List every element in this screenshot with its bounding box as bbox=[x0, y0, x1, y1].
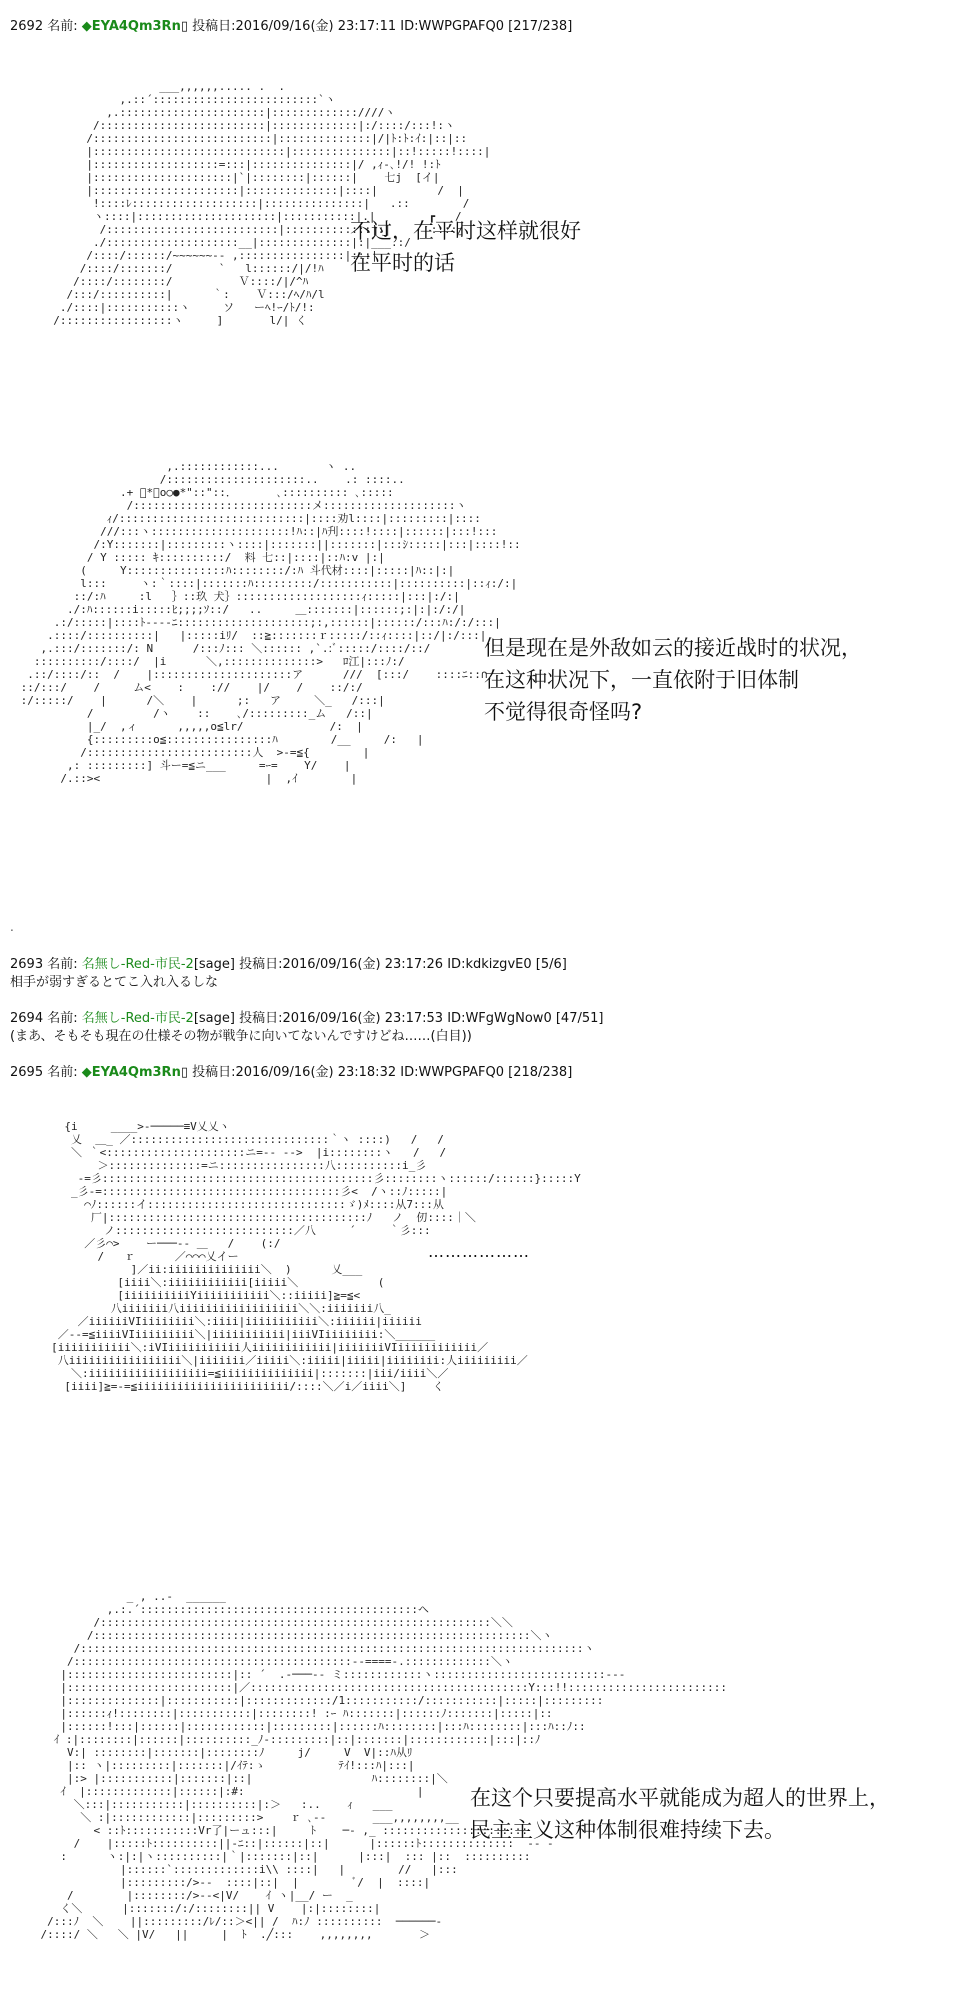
post-number: 2694 bbox=[10, 1011, 44, 1026]
post-date: 2016/09/16(金) 23:17:26 bbox=[282, 957, 444, 972]
post-number: 2693 bbox=[10, 957, 44, 972]
post-number: 2695 bbox=[10, 1065, 44, 1080]
poster-name[interactable]: 名無し-Red-市民-2 bbox=[81, 957, 194, 972]
post-count: [217/238] bbox=[508, 19, 573, 34]
name-label: 名前: bbox=[47, 957, 78, 972]
name-label: 名前: bbox=[47, 19, 78, 34]
date-label: 投稿日: bbox=[239, 1011, 283, 1026]
poster-mail[interactable]: [sage] bbox=[193, 1011, 235, 1026]
poster-id[interactable]: ID:kdkizgvE0 bbox=[447, 957, 532, 972]
poster-name[interactable]: 名無し-Red-市民-2 bbox=[81, 1011, 194, 1026]
post-header-2694 bbox=[10, 1010, 603, 1028]
ascii-art-figure-4: _ , ..- ______ ,.:.´::::::::::::::::::::::::::::::::::::::::::ヘ /:::::::::::::::::::::::::::::::::::::::::::::::::::::::::::＼＼ /::::::::::::::::::::::::::::::::::::::::::::::::::::::::::::::::::＼ヽ /::::::::::::::::::::::::::::::::::::::::::::::::::::::::::::::::::::::::::::ヽ /::::::::::::::::::::::::::::::::::::::::::--====-.:::::::::::::＼ヽ |:::::::::::::::::::::::::|:: ´ .-───-- ミ::::::::::::ヽ::::::::::::::::::::::::::--- |:::::::::::::::::::::::::|／::::::::::::::::::::::::::::::::::::::::::Y:::!!:::::::::::::::::::::::: |::::::::::::::|:::::::::::|:::::::::::::/1:::::::::::/:::::::::::|:::::|::::::::: |::::::ｨ!::::::::|:::::::::::|::::::::! :ｰ ﾊ:::::::|::::::ﾉ:::::::|:::::|:: |::::::!:::|::::::|::::::::::::|:::::::::|::::::ﾊ::::::::|:::ﾊ::::::::|:::ﾊ::ﾉ:: ｲ :|::::::::|::::::|::::::::::_ﾉ-:::::::::|::|:::::::|::::::::::::|:::|::ﾉ V:| ::::::::|:::::::|::::::::ﾉ j/ V V|::ﾊ从ﾘ |:: ヽ|:::::::::|:::::::|/ｲﾃ:ゝ ﾃｲ!:::ﾊ|:::| |:> |:::::::::::|:::::::|::| ﾊ::::::::|＼ ｲ |:::::::::::::|::::::|:#: | ＼:::|:::::::::::|::::::::::|:＞ :.. ｨ ___ ＼ :|::::::::::::|:::::::::> ｒ ､-- ___,,,,,,,,__ < ::ﾄ:::::::::::Vr了|ーュ:::| ﾄ ─- ,_ :::::::::::::::::::::: / |:::::ﾄ::::::::::||‐ﾆ::|::::::|::| |::::::ﾄ:::::::::::::: -- - : ヽ:|:|ヽ::::::::::|｀|:::::::|::| |:::| ::: |:: :::::::::: |::::::`:::::::::::::i\\ ::::| | // |::: |:::::::::/>-- ::::|::| | ﾞ/ | ::::| / |::::::::/>--<|V/ ｲ ヽ|__/ ー _ く＼ |:::::::/:/::::::::|| V |:|::::::::| /:::ﾉ ＼ ||:::::::::/ﾚ/::＞<|| / ﾊ:ﾉ :::::::::: ──────- /::::/ ＼ ＼ |V/ || | ﾄ .╱::: ,,,,,,,, ＞ bbox=[40, 1590, 727, 1941]
post-date: 2016/09/16(金) 23:18:32 bbox=[235, 1065, 397, 1080]
dialogue-line: 在这种状况下，一直依附于旧体制 bbox=[484, 668, 799, 692]
post-count: [47/51] bbox=[555, 1011, 604, 1026]
box-glyph-icon: ▯ bbox=[180, 1065, 188, 1080]
poster-id[interactable]: ID:WWPGPAFQ0 bbox=[400, 1065, 504, 1080]
ascii-art-figure-2: ,.::::::::::::... ヽ .. /:::::::::::::::::::::.. .: ::::.. .+ ﾟ*｡o○●*"::"::． ､:::::::::: ､::::: /:::::::::::::::::::::::::::メ::::::::::::::::::::ヽ ｨ/::::::::::::::::::::::::::::|::::劝l::::|:::::::::|:::: ///:::ヽ:::::::::::::::::::::!ﾊ::|ﾊ刋::::!::::|::::::|:::!::: /:Y:::::::|:::::::::ヽ::::|:::::::||:::::::|:::ｼ:::::|:::|::::!:: / Y ::::: ｷ::::::::::/ 料 七::|::::|::ﾊ:v |:| ( Y:::::::::::::::ﾊ::::::::/:ﾊ 斗代材::::|:::::|ﾊ::|:| l::: ヽ:｀::::|:::::::ﾊ:::::::::/:::::::::::|::::::::::|::ｨ:/:| ::/:ﾊ :l ｝::玖 犬｝:::::::::::::::::::ｨ:::::|:::|:/:| ./:ﾊ::::::i:::::ﾋ;;;;ｿ::/ .. ＿:::::::|::::::;:|:|:/:/| .:/:::::|::::ﾄ----ﾆ::::::::::::::::::::;:,::::::|::::::/:::ﾊ:/:/:::| .::::/::::::::::| |:::::iﾘ/ ::≧:::::::ｒ:::::/::ｨ::::|::/|:/:::| ,.:::/:::::::/: N /:::ﾉ::: ＼:::::: ,`.:ﾞ:::::/::::/::/ ::::::::::/::::/ |i ＼,::::::::::::::> ﾛ江|:::ﾉ:/ .::/::::/:: / |:::::::::::::::::::::ア /// [:::/ ::::ﾆ::∩ ::/:::/ / ム< : :// |/ / ::/:/ :/:::::/ | /＼ | ;: ア ＼_ /:::| / /ヽ :: ､/:::::::::_ム /::| |_/ ,ィ ,,,,,o≦lr/ /: | {:::::::::o≦::::::::::::::::ﾊ /__ /: | /:::::::::::::::::::::::::人 >-=≦{ | ,: :::::::::] 斗ー=≦ニ___ =ｰ= Y/ | /.::>< | ,ｲ | bbox=[20, 460, 521, 785]
post-date: 2016/09/16(金) 23:17:11 bbox=[235, 19, 397, 34]
post-body-2694: (まあ、そもそも現在の仕様その物が戦争に向いてないんですけどね……(白目)) bbox=[10, 1029, 472, 1044]
post-header-2693 bbox=[10, 956, 567, 974]
date-label: 投稿日: bbox=[192, 1065, 236, 1080]
post-body-2693: 相手が弱すぎるとてこ入れ入るしな bbox=[10, 975, 219, 990]
dialogue-3: ……………… bbox=[428, 1242, 530, 1261]
box-glyph-icon: ▯ bbox=[180, 19, 188, 34]
dialogue-line: 民主主义这种体制很难持续下去。 bbox=[470, 1818, 785, 1842]
ascii-art-figure-1: ___,,,,,,..... . . ,.::´:::::::::::::::::::::::::`ヽ ,.::::::::::::::::::::::|:::::::::::::////ヽ /:::::::::::::::::::::::::|:::::::::::::|:/::::/:::!:ヽ /:::::::::::::::::::::::::::|::::::::::::::|/|ﾄ:ﾄ:ｲ:|::|:: |:::::::::::::::::::::::::::::|:::::::::::::::|::!:::::!::::| |:::::::::::::::::::=:::|:::::::::::::::|/ ,ｨ-､!/! !:ﾄ |:::::::::::::::::::::|`|::::::::|::::::| 七j [イ| |::::::::::::::::::::::|::::::::::::::|::::| / | !::::ﾚ:::::::::::::::::::|:::::::::::::::| .:: / ヽ::::|:::::::::::::::::::::|:::::::::::|.| ┏ / /::::::::::::::::::::::::::|:::::::::::::|:| ::::/ ./::::::::::::::::::::__|::::::::::::::|:|___.:/ /::::/::::::/~~~~~~-- ,::::::::::::::::|:::| /::::/:::::::/ ` l::::::/|/!ﾊ /::::/::::::::/ Ｖ::::/|/^ﾊ /:::/::::::::::| ｀: Ｖ:::/ﾍ/ﾊ/l ./::::|:::::::::::ヽ ソ ーﾍ!ｰ/ﾄ/!: /:::::::::::::::::ヽ ] l/| く bbox=[53, 80, 491, 327]
dialogue-1 bbox=[350, 215, 581, 279]
dialogue-line: 在平时的话 bbox=[350, 251, 455, 275]
post-date: 2016/09/16(金) 23:17:53 bbox=[282, 1011, 444, 1026]
post-count: [5/6] bbox=[535, 957, 567, 972]
dialogue-4 bbox=[470, 1782, 890, 1846]
dialogue-line: 但是现在是外敌如云的接近战时的状况， bbox=[484, 636, 862, 660]
post-header-2692 bbox=[10, 18, 572, 36]
post-number: 2692 bbox=[10, 19, 44, 34]
date-label: 投稿日: bbox=[192, 19, 236, 34]
poster-mail[interactable]: [sage] bbox=[193, 957, 235, 972]
name-label: 名前: bbox=[47, 1011, 78, 1026]
dialogue-2 bbox=[484, 632, 862, 728]
post-header-2695 bbox=[10, 1064, 572, 1082]
post-end-marker: . bbox=[10, 920, 14, 934]
dialogue-line: 不觉得很奇怪吗? bbox=[484, 700, 643, 724]
tripcode[interactable]: ◆EYA4Qm3Rn bbox=[81, 1065, 181, 1080]
name-label: 名前: bbox=[47, 1065, 78, 1080]
post-count: [218/238] bbox=[508, 1065, 573, 1080]
ascii-art-figure-3: {i ____>-─────≡V乂乂ヽ 乂 ＿_ ／::::::::::::::::::::::::::::::｀ヽ ::::) / / ＼ ｀<:::::::::::::::::::::ニ=-- --> |i::::::::ヽ / / ＞::::::::::::::=ニ::::::::::::::::八::::::::::i_彡 -=彡:::::::::::::::::::::::::::::::::::::::::彡::::::::ヽ::::::/::::::}:::::Y _彡-=::::::::::::::::::::::::::::::::::::彡< /ヽ::ﾉ:::::| ⌒ﾉ::::::イ::::::::::::::::::::::::::::::ゞ)ﾒ::::从7:::从 厂|:::::::::::::::::::::::::::::::::::::::ﾉ ノ 仞::::｜＼ ノ:::::::::::::::::::::::::::／八 ´ ｀彡::: ／彡⌒> ー───-- ＿ / (:/ / ｒ ／⌒⌒⌒乂イー ]／ii:iiiiiiiiiiiiii＼ ) 乂___ [iiii＼:iiiiiiiiiiii[iiiii＼ ( [iiiiiiiiiiYiiiiiiiiiii＼::iiiii]≧=≦< 八iiiiiii八iiiiiiiiiiiiiiiiii＼＼:iiiiiii八_ ／iiiiiiVIiiiiiiii＼:iiii|iiiiiiiiiii＼:iiiiii|iiiiii ／--=≦iiiiVIiiiiiiiii＼|iiiiiiiiiii|iiiVIiiiiiiii:＼______ [iiiiiiiiiii＼:iVIiiiiiiiiiii人iiiiiiiiiiii|iiiiiiiVIiiiiiiiiiiii／ 八iiiiiiiiiiiiiiiii＼|iiiiiii／iiiii＼:iiiii|iiiii|iiiiiiii:人iiiiiiiii／ ＼:iiiiiiiiiiiiiiiiii=≦iiiiiiiiiiiiii|:::::::|iii/iiii＼／ [iiii]≧=-=≦iiiiiiiiiiiiiiiiiiiiiii/::::＼／i／iiii＼] く bbox=[51, 1120, 581, 1393]
dialogue-line: 在这个只要提高水平就能成为超人的世界上， bbox=[470, 1786, 890, 1810]
tripcode[interactable]: ◆EYA4Qm3Rn bbox=[81, 19, 181, 34]
dialogue-line: 不过，在平时这样就很好 bbox=[350, 219, 581, 243]
poster-id[interactable]: ID:WWPGPAFQ0 bbox=[400, 19, 504, 34]
poster-id[interactable]: ID:WFgWgNow0 bbox=[447, 1011, 552, 1026]
date-label: 投稿日: bbox=[239, 957, 283, 972]
